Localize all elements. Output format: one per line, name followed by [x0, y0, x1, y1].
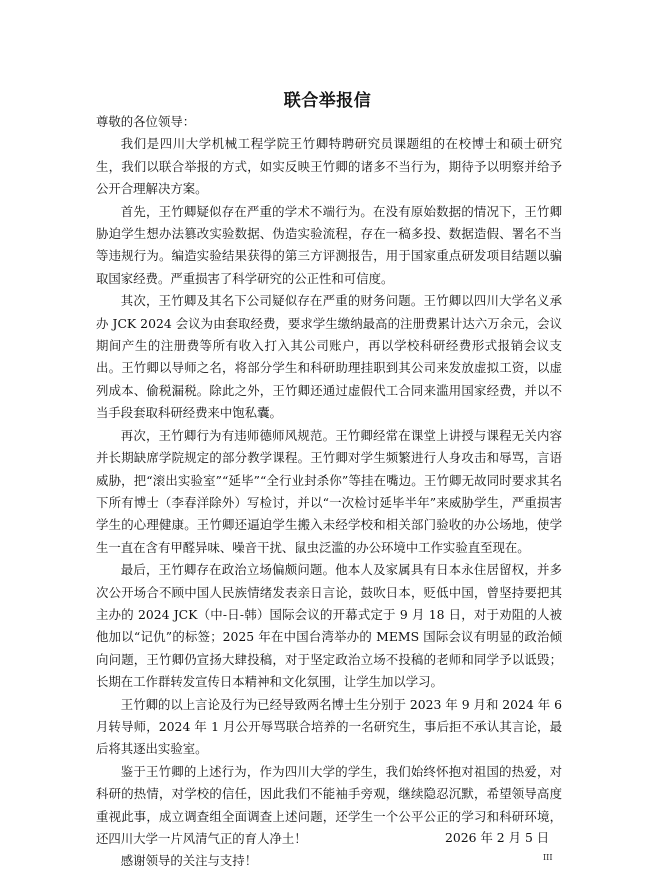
- letter-date: 2026 年 2 月 5 日: [445, 830, 550, 845]
- paragraph: 再次，王竹卿行为有违师德师风规范。王竹卿经常在课堂上讲授与课程无关内容并长期缺席学院规定的部分教学课程。王竹卿对学生频繁进行人身攻击和辱骂，言语威胁，把“滚出实验室”“延毕”“全行业封杀你”等挂在嘴边。王竹卿无故同时要求其名下所有博士（李春洋除外）写检讨，并以“一次检讨延毕半年”来威胁学生，严重损害学生的心理健康。王竹卿还逼迫学生搬入未经学校和相关部门验收的办公场地，使学生一直在含有甲醛异味、噪音干扰、鼠虫泛滥的办公环境中工作实验直至现在。: [96, 427, 562, 555]
- letter-body: [96, 111, 562, 873]
- page-number: III: [543, 853, 553, 862]
- paragraph: 鉴于王竹卿的上述行为，作为四川大学的学生，我们始终怀抱对祖国的热爱，对科研的热情，对学校的信任，因此我们不能袖手旁观，继续隐忍沉默，希望领导高度重视此事，成立调查组全面调查上述问题，还学生一个公平公正的学习和科研环境，还四川大学一片风清气正的育人净土！: [96, 763, 562, 846]
- paragraph: 首先，王竹卿疑似存在严重的学术不端行为。在没有原始数据的情况下，王竹卿胁迫学生想办法篡改实验数据、伪造实验流程，存在一稿多投、数据造假、署名不当等违规行为。编造实验结果获得的第三方评测报告，用于国家重点研发项目结题以骗取国家经费。严重损害了科学研究的公正性和可信度。: [96, 203, 562, 286]
- paragraph: 其次，王竹卿及其名下公司疑似存在严重的财务问题。王竹卿以四川大学名义承办 JCK 2024 会议为由套取经费，要求学生缴纳最高的注册费累计达六万余元，会议期间产生的注册费等所有收入打入其公司账户，再以学校科研经费形式报销会议支出。王竹卿以导师之名，将部分学生和科研助理挂职到其公司来发放虚拟工资，以虚列成本、偷税漏税。除此之外，王竹卿还通过虚假代工合同来滥用国家经费，并以不当手段套取科研经费来中饱私囊。: [96, 293, 562, 421]
- salutation: 尊敬的各位领导：: [96, 114, 196, 129]
- paragraph: 最后，王竹卿存在政治立场偏颇问题。他本人及家属具有日本永住居留权，并多次公开场合不顾中国人民族情绪发表亲日言论，鼓吹日本，贬低中国，曾坚持要把其主办的 2024 JCK（中-日-韩）国际会议的开幕式定于 9 月 18 日，对于劝阻的人被他加以“记仇”的标签；2025 年在中国台湾举办的 MEMS 国际会议有明显的政治倾向问题，王竹卿仍宣扬大肆投稿，对于坚定政治立场不投稿的老师和同学予以诋毁；长期在工作群转发宣传日本精神和文化氛围，让学生加以学习。: [96, 562, 562, 690]
- closing-thanks: 感谢领导的关注与支持！: [120, 853, 258, 869]
- paragraph: 我们是四川大学机械工程学院王竹卿特聘研究员课题组的在校博士和硕士研究生，我们以联合举报的方式，如实反映王竹卿的诸多不当行为，期待予以明察并给予公开合理解决方案。: [96, 136, 562, 197]
- paragraph: 王竹卿的以上言论及行为已经导致两名博士生分别于 2023 年 9 月和 2024 年 6 月转导师，2024 年 1 月公开辱骂联合培养的一名研究生，事后拒不承认其言论，最后将其逐出实验室。: [96, 696, 562, 757]
- letter-title: 联合举报信: [283, 91, 372, 111]
